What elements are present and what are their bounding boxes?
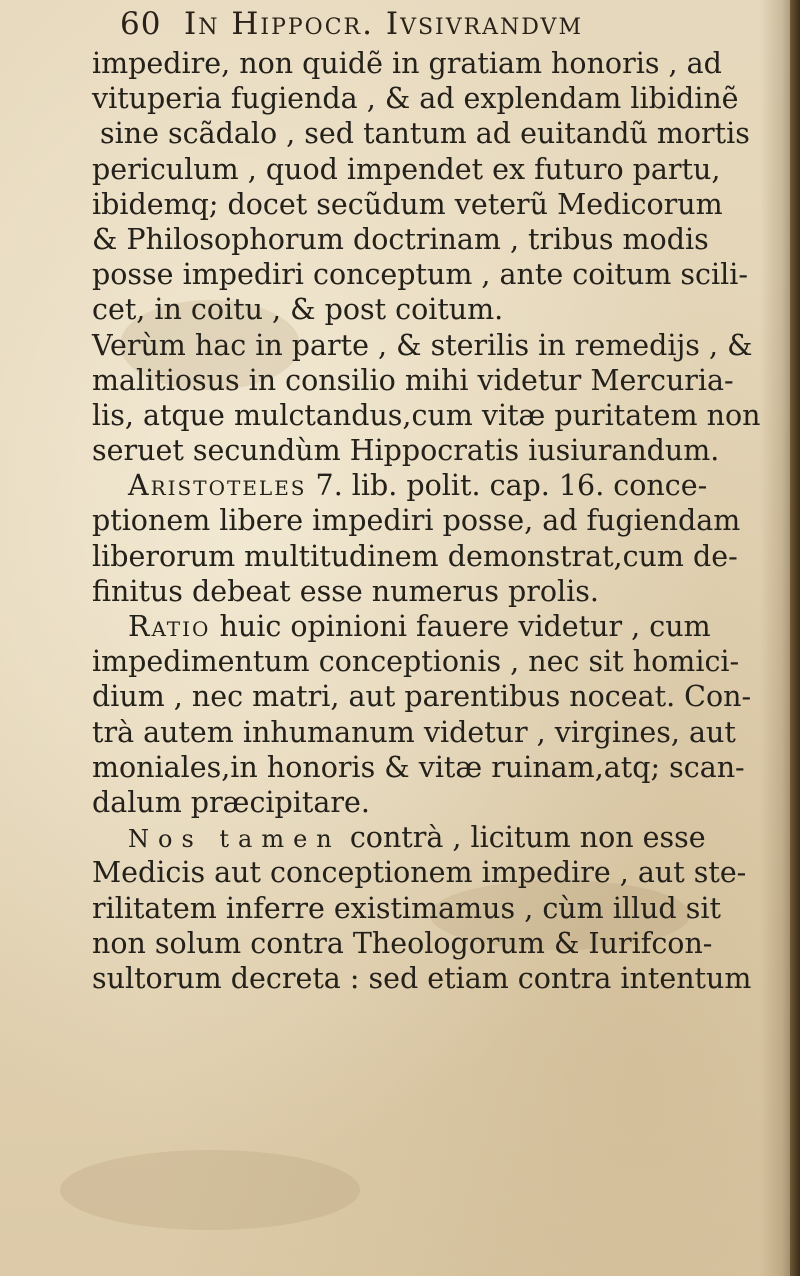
text-line: sultorum decreta : sed etiam contra intentum: [92, 961, 752, 995]
text-line: periculum , quod impendet ex futuro partu,: [92, 152, 721, 186]
paragraph-start-line: Nos tamen contrà , licitum non esse: [128, 821, 706, 855]
paper-stain: [60, 1150, 360, 1230]
paragraph-start-line: Aristoteles 7. lib. polit. cap. 16. conce-: [128, 469, 708, 503]
text-line: seruet secundùm Hippocratis iusiurandum.: [92, 434, 720, 468]
text-line: rilitatem inferre existimamus , cùm illud sit: [92, 891, 721, 925]
page-fore-edge: [790, 0, 800, 1276]
text-line: impedire, non quidẽ in gratiam honoris , ad: [92, 47, 722, 80]
text-line: dium , nec matri, aut parentibus noceat. Con-: [92, 680, 752, 714]
text-line: posse impediri conceptum , ante coitum scili-: [92, 258, 748, 292]
text-line: dalum præcipitare.: [92, 785, 370, 819]
text-line: ibidemq; docet secũdum veterũ Medicorum: [92, 187, 723, 221]
text-line: moniales,in honoris & vitæ ruinam,atq; scan-: [92, 750, 745, 784]
text-line: trà autem inhumanum videtur , virgines, aut: [92, 715, 736, 749]
text-line: ptionem libere impediri posse, ad fugiendam: [92, 504, 741, 538]
paragraph-lead: Nos tamen: [128, 825, 341, 854]
text-line: finitus debeat esse numerus prolis.: [92, 574, 599, 608]
running-head: [92, 4, 752, 44]
text-line: vituperia fugienda , & ad explendam libidinẽ: [92, 82, 739, 116]
text-line: & Philosophorum doctrinam , tribus modis: [92, 222, 709, 256]
paragraph-lead: Ratio: [128, 610, 211, 643]
text-line: sine scãdalo , sed tantum ad euitandũ mortis: [100, 117, 750, 151]
text-line: non solum contra Theologorum & Iurifcon-: [92, 926, 713, 960]
text-line: liberorum multitudinem demonstrat,cum de-: [92, 539, 738, 573]
paragraph-start-line: Ratio huic opinioni fauere videtur , cum: [128, 610, 711, 643]
text-line: lis, atque mulctandus,cum vitæ puritatem non: [92, 398, 761, 432]
paragraph-lead: Aristoteles: [128, 469, 307, 503]
text-line: impedimentum conceptionis , nec sit homici-: [92, 645, 740, 679]
text-line: Medicis aut conceptionem impedire , aut ste-: [92, 856, 747, 890]
page-number: 60: [120, 6, 162, 42]
body-text: [92, 46, 761, 996]
text-line: cet, in coitu , & post coitum.: [92, 293, 504, 327]
text-line: Verùm hac in parte , & sterilis in remedijs , &: [92, 328, 753, 362]
running-head-title: In Hippocr. Ivsivrandvm: [184, 6, 583, 42]
text-line: malitiosus in consilio mihi videtur Mercuria-: [92, 363, 734, 397]
